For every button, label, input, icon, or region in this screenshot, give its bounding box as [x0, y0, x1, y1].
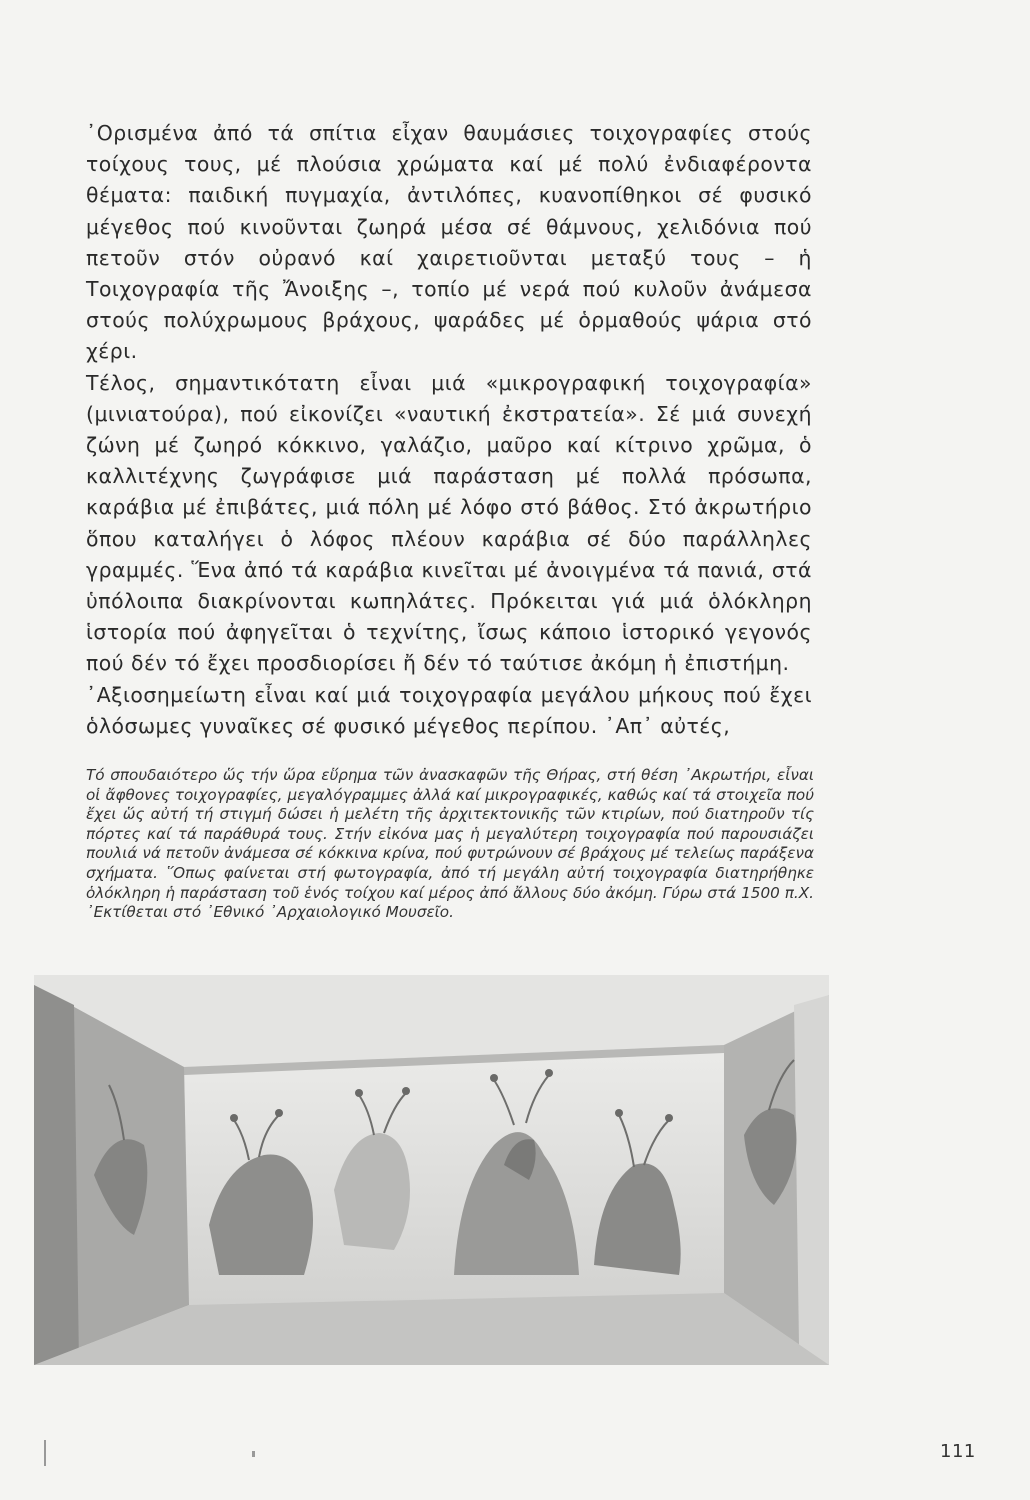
paragraph-2: Τέλος, σημαντικότατη εἶναι μιά «μικρογραφική τοιχογραφία» (μινιατούρα), πού εἰκονίζει «ναυτική ἐκστρατεία». Σέ μιά συνεχή ζώνη μέ ζωηρό κόκκινο, γαλάζιο, μαῦρο καί κίτρινο χρῶμα, ὁ καλλιτέχνης ζωγράφισε μιά παράσταση μέ πολλά πρόσωπα, καράβια μέ ἐπιβάτες, μιά πόλη μέ λόφο στό βάθος. Στό ἀκρωτήριο ὅπου καταλήγει ὁ λόφος πλέουν καράβια σέ δύο παράλληλες γραμμές. Ἕνα ἀπό τά καράβια κινεῖται μέ ἀνοιγμένα τά πανιά, στά ὑπόλοιπα διακρίνονται κωπηλάτες. Πρόκειται γιά μιά ὁλόκληρη ἱστορία πού ἀφηγεῖται ὁ τεχνίτης, ἴσως κάποιο ἱστορικό γεγονός πού δέν τό ἔχει προσδιορίσει ἤ δέν τό ταύτισε ἀκόμη ἡ ἐπιστήμη.	[86, 370, 812, 676]
scan-speck	[44, 1440, 46, 1466]
fresco-photograph	[34, 975, 829, 1365]
main-text	[86, 118, 812, 742]
paragraph-3: ᾿Αξιοσημείωτη εἶναι καί μιά τοιχογραφία μεγάλου μήκους πού ἔχει ὁλόσωμες γυναῖκες σέ φυσικό μέγεθος περίπου. ᾿Απ᾿ αὐτές,	[86, 682, 812, 738]
scan-speck	[252, 1451, 255, 1457]
fresco-image	[34, 975, 829, 1365]
paragraph-1: ᾿Ορισμένα ἀπό τά σπίτια εἶχαν θαυμάσιες τοιχογραφίες στούς τοίχους τους, μέ πλούσια χρώματα καί μέ πολύ ἐνδιαφέροντα θέματα: παιδική πυγμαχία, ἀντιλόπες, κυανοπίθηκοι σέ φυσικό μέγεθος πού κινοῦνται ζωηρά μέσα σέ θάμνους, χελιδόνια πού πετοῦν στόν οὐρανό καί χαιρετιοῦνται μεταξύ τους – ἡ Τοιχογραφία τῆς Ἄνοιξης –, τοπίο μέ νερά πού κυλοῦν ἀνάμεσα στούς πολύχρωμους βράχους, ψαράδες μέ ὁρμαθούς ψάρια στό χέρι.	[86, 121, 812, 364]
page-number: 111	[940, 1441, 976, 1462]
figure-caption: Τό σπουδαιότερο ὥς τήν ὥρα εὕρημα τῶν ἀνασκαφῶν τῆς Θήρας, στή θέση ᾿Ακρωτήρι, εἶναι οἱ ἄφθονες τοιχογραφίες, μεγαλόγραμμες ἀλλά καί μικρογραφικές, καθώς καί τά στοιχεῖα πού ἔχει ὥς αὐτή τή στιγμή δώσει ἡ μελέτη τῆς ἀρχιτεκτονικῆς τῶν κτιρίων, πού διατηροῦν τίς πόρτες καί τά παράθυρά τους. Στήν εἰκόνα μας ἡ μεγαλύτερη τοιχογραφία πού παρουσιάζει πουλιά νά πετοῦν ἀνάμεσα σέ κόκκινα κρίνα, πού φυτρώνουν σέ βράχους μέ τελείως παράξενα σχήματα. ῞Οπως φαίνεται στή φωτογραφία, ἀπό τή μεγάλη αὐτή τοιχογραφία διατηρήθηκε ὁλόκληρη ἡ παράσταση τοῦ ἑνός τοίχου καί μέρος ἀπό ἄλλους δύο ἀκόμη. Γύρω στά 1500 π.Χ. ᾿Εκτίθεται στό ᾿Εθνικό ᾿Αρχαιολογικό Μουσεῖο.	[86, 766, 814, 922]
